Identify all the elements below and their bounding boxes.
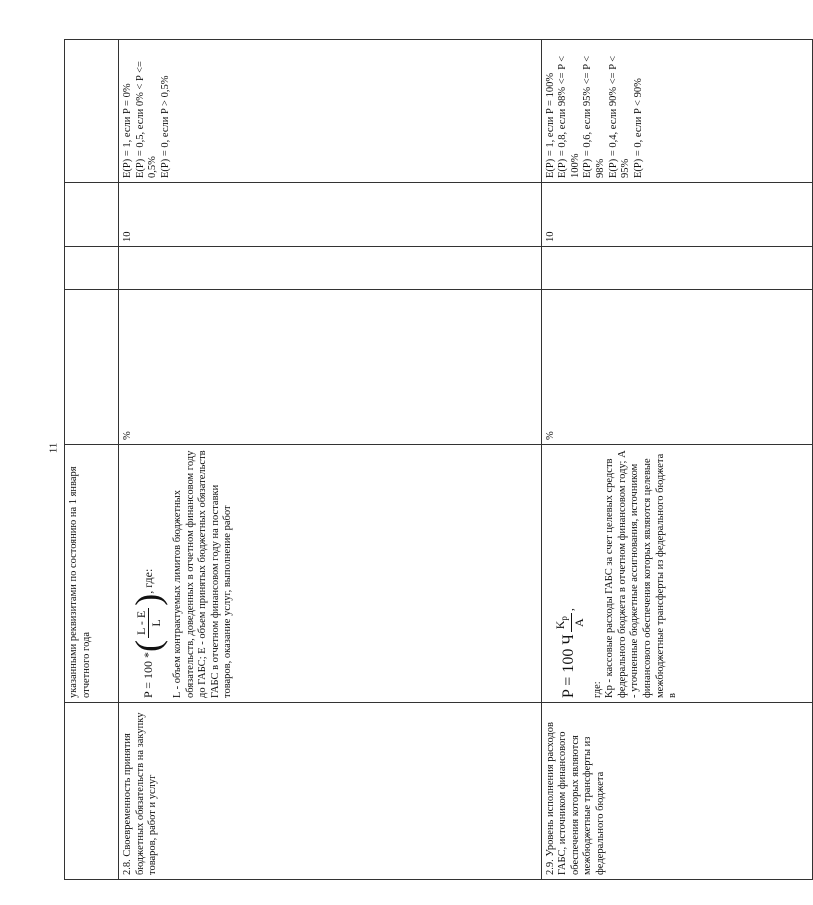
cell-formula <box>541 445 812 703</box>
cell-weight: 10 <box>541 183 812 247</box>
rotated-table-wrapper <box>64 40 679 880</box>
formula-tail: , <box>561 608 576 612</box>
formula <box>130 449 166 698</box>
cell-weight <box>65 183 119 247</box>
cell-scale <box>541 40 812 183</box>
cell-empty <box>541 247 812 290</box>
fraction-denominator: A <box>571 618 586 628</box>
cell-indicator <box>65 703 119 880</box>
scale-line: E(P) = 0,5, если 0% < P <= 0,5% <box>134 61 159 178</box>
cell-indicator: 2.9. Уровень исполнения расходов ГАБС, источником финансового обеспечения которых являются межбюджетные трансферты из федерального бюджета <box>541 703 812 880</box>
page-number: 11 <box>47 442 60 454</box>
indicator-table <box>64 39 813 880</box>
cell-scale <box>119 40 542 183</box>
formula-where: где: <box>591 681 603 698</box>
scale-line: E(P) = 0, если P < 90% <box>632 78 644 178</box>
numerator-subscript: p <box>558 616 569 621</box>
table-row <box>65 40 119 880</box>
cell-indicator: 2.8. Своевременность принятия бюджетных обязательств на закупку товаров, работ и услуг <box>119 703 542 880</box>
cell-formula: указанными реквизитами по состоянию на 1 января отчетного года <box>65 445 119 703</box>
scale-line: E(P) = 0,8, если 98% <= P < 100% <box>557 55 581 178</box>
formula-legend: L - объем контрактуемых лимитов бюджетных обязательств, доведенных в отчетном финансовом году до ГАБС; E - объем принятых бюджетных обязательств ГАБС в отчетном финансовом году на поставки товаров, оказание услуг, выполнение работ <box>172 450 234 698</box>
scale-line: E(P) = 0, если P > 0,5% <box>159 75 171 178</box>
paren-right: ) <box>128 593 168 606</box>
formula <box>553 449 586 698</box>
formula-tail: , где: <box>140 568 155 594</box>
numerator-main: K <box>552 620 567 630</box>
formula-legend: Kp - кассовые расходы ГАБС за счет целевых средств федерального бюджета в отчетном финансовом году; A - уточненные бюджетные ассигнования, источником финансового обеспечения которых являются целевые межбюджетные трансферты из федерального бюджета в <box>604 450 679 698</box>
table-row <box>119 40 542 880</box>
fraction <box>134 608 163 638</box>
paren-left: ( <box>128 640 168 652</box>
cell-scale <box>65 40 119 183</box>
cell-unit: % <box>119 290 542 445</box>
formula-lhs: P = 100 Ч <box>559 634 577 698</box>
fraction-numerator: L - E <box>134 608 149 638</box>
scale-line: E(P) = 0,4, если 90% <= P < 95% <box>607 55 632 178</box>
fraction-denominator: L <box>148 619 163 627</box>
scale-line: E(P) = 1, если P = 0% <box>122 83 133 178</box>
formula-lhs: P = 100 * <box>140 652 155 698</box>
cell-empty <box>119 247 542 290</box>
cell-empty <box>65 247 119 290</box>
cell-unit: % <box>541 290 812 445</box>
scale-line: E(P) = 1, если P = 100% <box>544 72 556 178</box>
cell-unit <box>65 290 119 445</box>
cell-weight: 10 <box>119 183 542 247</box>
fraction <box>553 613 586 632</box>
fraction-numerator <box>553 613 572 632</box>
cell-formula <box>119 445 542 703</box>
table-row <box>541 40 812 880</box>
scale-line: E(P) = 0,6, если 95% <= P < 98% <box>582 55 606 178</box>
